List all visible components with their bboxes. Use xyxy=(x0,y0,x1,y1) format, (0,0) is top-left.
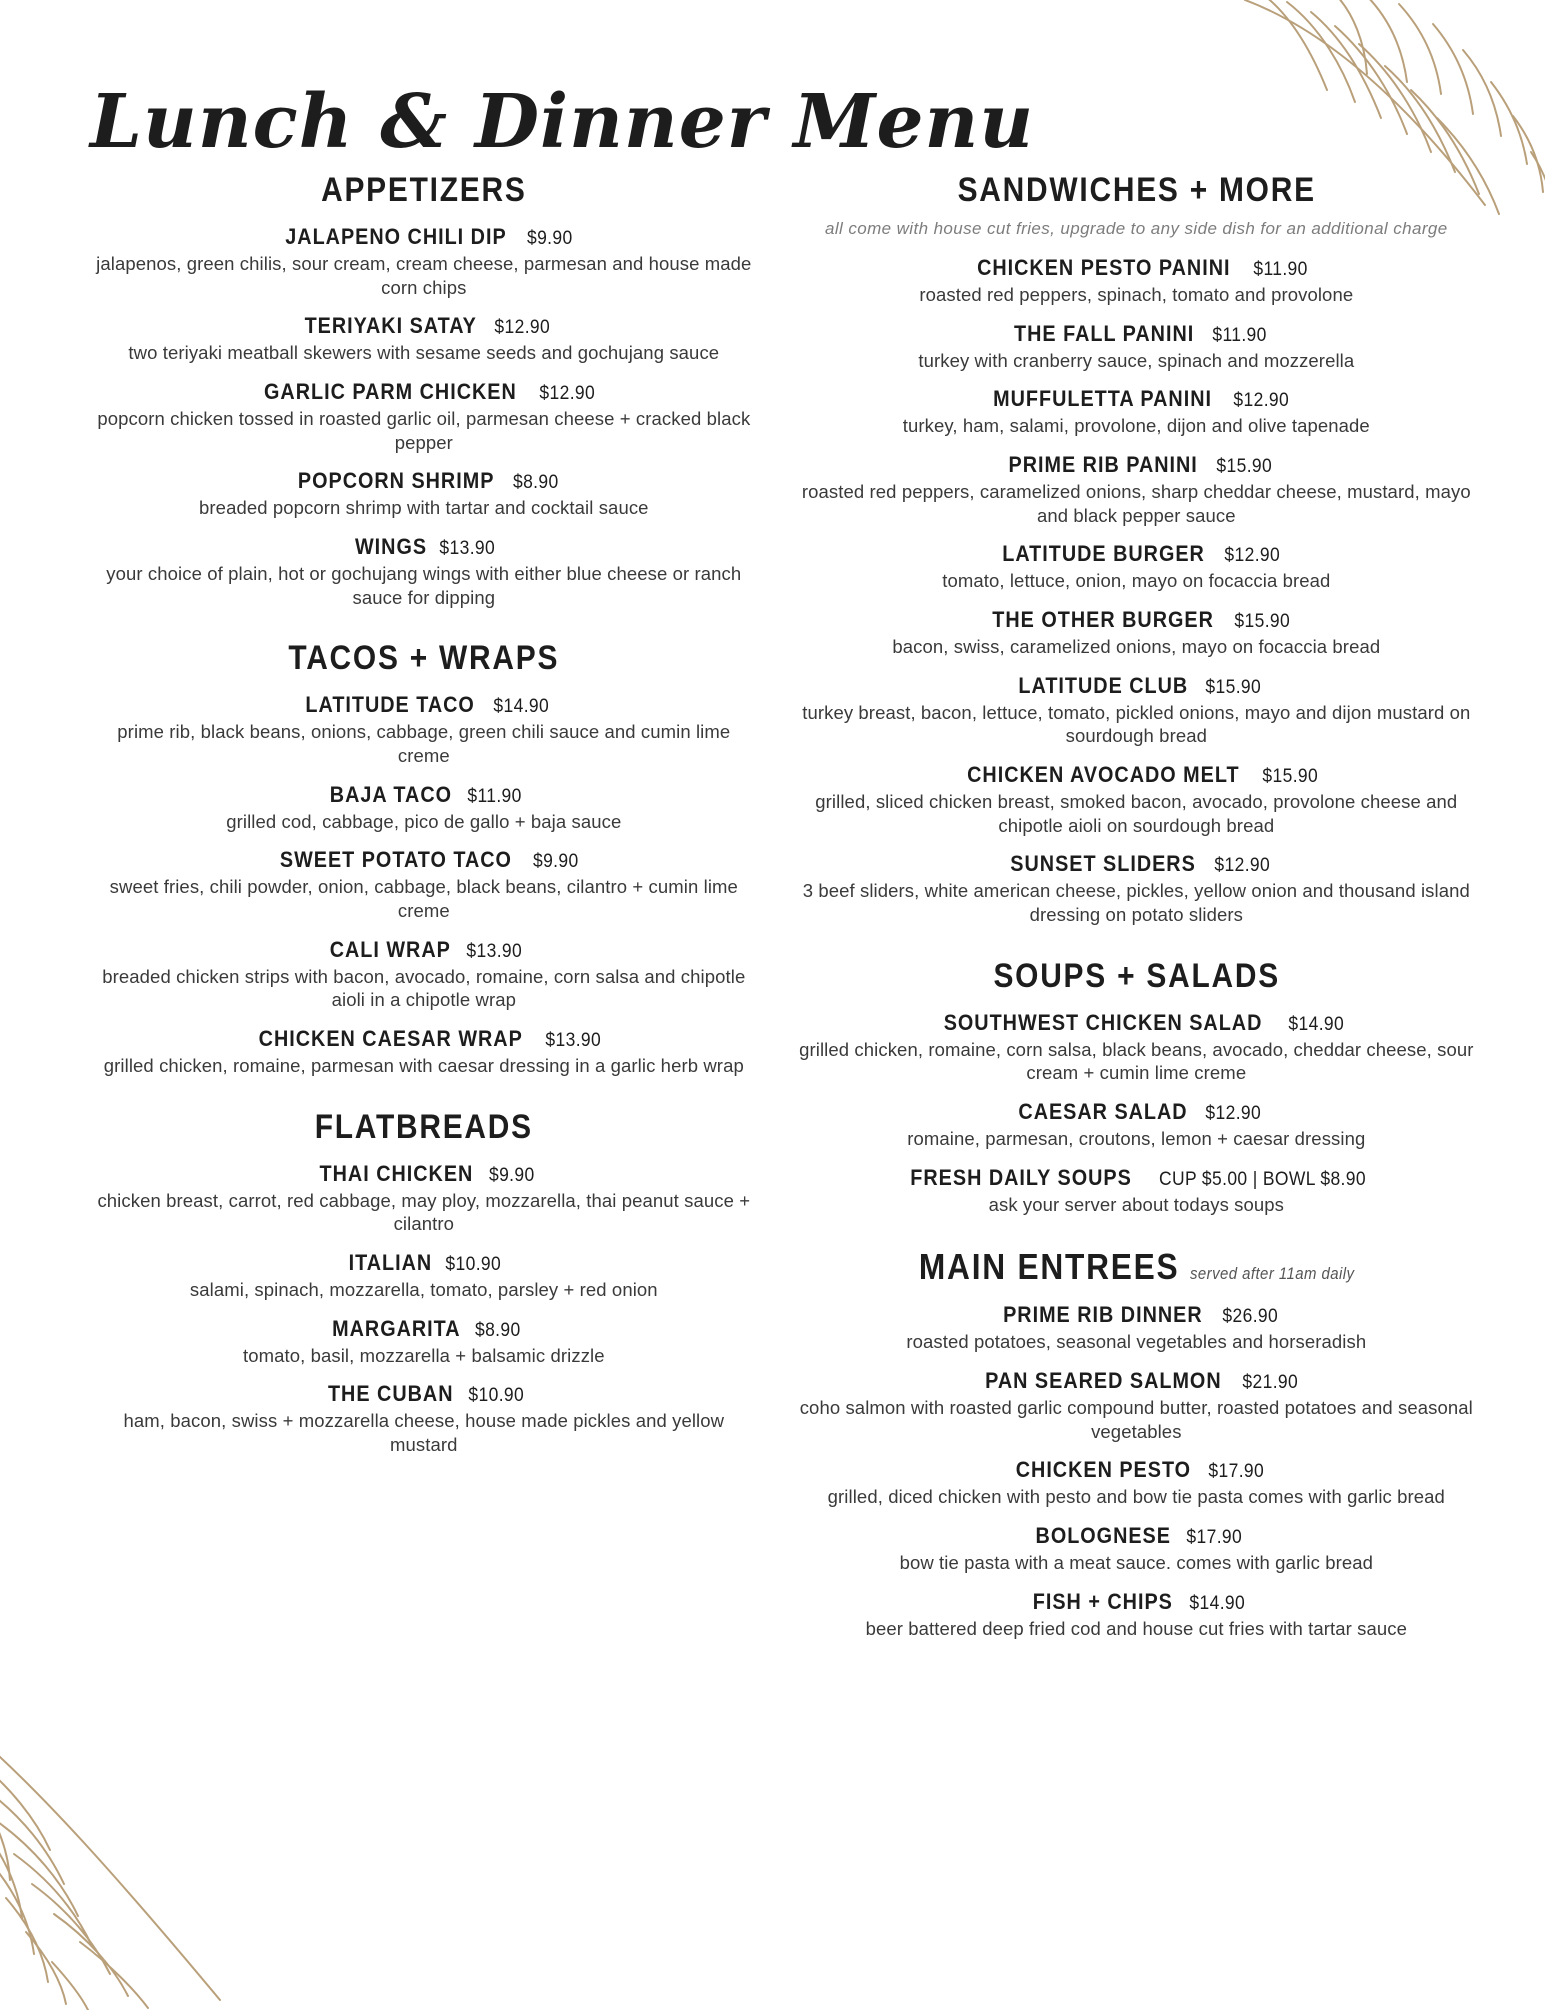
menu-item-description: two teriyaki meatball skewers with sesame seeds and gochujang sauce xyxy=(128,342,720,364)
menu-item-name: THE FALL PANINI xyxy=(1013,320,1194,346)
menu-item xyxy=(798,541,1475,593)
menu-item-name: PAN SEARED SALMON xyxy=(984,1368,1222,1394)
menu-item-description: grilled, sliced chicken breast, smoked bacon, avocado, provolone cheese and chipotle aioli on sourdough bread xyxy=(815,790,1458,836)
menu-item xyxy=(90,534,758,609)
menu-item-header xyxy=(90,379,758,405)
menu-item-price: $13.90 xyxy=(438,538,495,560)
menu-item-price: $15.90 xyxy=(1205,676,1262,698)
menu-item-price: $12.90 xyxy=(539,383,596,405)
menu-item xyxy=(90,224,758,299)
menu-item-description: turkey, ham, salami, provolone, dijon and olive tapenade xyxy=(902,415,1370,437)
menu-item-price: $11.90 xyxy=(1252,258,1308,280)
section-heading-note: served after 11am daily xyxy=(1189,1264,1355,1284)
menu-item-name: JALAPENO CHILI DIP xyxy=(285,224,507,249)
menu-item-header xyxy=(798,673,1475,699)
menu-item xyxy=(90,1026,758,1078)
menu-item-header xyxy=(798,1165,1475,1191)
menu-item-header xyxy=(798,1302,1475,1328)
menu-item-name: MUFFULETTA PANINI xyxy=(993,386,1213,412)
section-heading-sandwiches-more xyxy=(838,171,1434,210)
section-heading-label: MAIN ENTREES xyxy=(918,1246,1180,1288)
right-column xyxy=(788,141,1475,1654)
section-heading-label: APPETIZERS xyxy=(321,171,527,209)
menu-item-header xyxy=(798,851,1475,877)
menu-item-name: GARLIC PARM CHICKEN xyxy=(264,379,517,405)
menu-item-name: POPCORN SHRIMP xyxy=(297,468,495,494)
menu-item-name: CAESAR SALAD xyxy=(1018,1099,1188,1125)
menu-item-description: breaded chicken strips with bacon, avocado, romaine, corn salsa and chipotle aioli in a chipotle wrap xyxy=(102,965,746,1011)
menu-item-price: $10.90 xyxy=(445,1254,502,1276)
menu-item xyxy=(798,607,1475,659)
section-heading-main-entrees xyxy=(838,1246,1434,1288)
menu-item-header xyxy=(798,1589,1475,1615)
menu-item-price: $12.90 xyxy=(494,317,551,339)
menu-item-price: $14.90 xyxy=(493,696,549,718)
left-column xyxy=(70,141,758,1654)
section-heading-label: TACOS + WRAPS xyxy=(288,639,560,678)
menu-item-header xyxy=(798,607,1475,633)
menu-item-header xyxy=(798,1099,1475,1125)
menu-item-price: $17.90 xyxy=(1186,1527,1243,1549)
menu-item-header xyxy=(90,224,758,250)
menu-item-name: BOLOGNESE xyxy=(1035,1523,1171,1549)
menu-item-header xyxy=(798,255,1475,281)
menu-item-price: $12.90 xyxy=(1205,1103,1262,1125)
menu-item-price: $11.90 xyxy=(1212,324,1267,346)
menu-item-name: CHICKEN PESTO PANINI xyxy=(977,254,1231,280)
menu-item-description: ask your server about todays soups xyxy=(988,1193,1285,1215)
menu-item xyxy=(798,386,1475,438)
menu-item-name: CALI WRAP xyxy=(329,936,452,962)
menu-item xyxy=(798,321,1475,373)
menu-item-name: CHICKEN AVOCADO MELT xyxy=(966,761,1240,787)
menu-item-header xyxy=(798,1523,1475,1549)
menu-item-description: romaine, parmesan, croutons, lemon + caesar dressing xyxy=(907,1128,1366,1150)
menu-item xyxy=(798,1523,1475,1575)
menu-item-price: $9.90 xyxy=(532,851,579,873)
menu-item-price: $21.90 xyxy=(1242,1372,1299,1394)
section-heading-soups-salads xyxy=(838,957,1434,996)
menu-item-name: LATITUDE TACO xyxy=(305,692,476,718)
menu-item-name: THE OTHER BURGER xyxy=(992,606,1214,632)
menu-item xyxy=(90,782,758,834)
menu-item xyxy=(90,937,758,1012)
menu-item-header xyxy=(90,468,758,494)
menu-item-description: prime rib, black beans, onions, cabbage, green chili sauce and cumin lime creme xyxy=(117,721,731,767)
menu-item-description: grilled, diced chicken with pesto and bow tie pasta comes with garlic bread xyxy=(827,1486,1445,1508)
menu-item xyxy=(798,452,1475,527)
menu-item-name: MARGARITA xyxy=(331,1315,461,1341)
menu-item xyxy=(90,1381,758,1456)
menu-item-description: coho salmon with roasted garlic compound butter, roasted potatoes and seasonal vegetables xyxy=(799,1397,1473,1442)
menu-item-name: FISH + CHIPS xyxy=(1033,1588,1174,1614)
menu-item-header xyxy=(798,1457,1475,1483)
menu-item-name: SWEET POTATO TACO xyxy=(280,847,513,873)
menu-item xyxy=(798,1165,1475,1217)
section-heading-flatbreads xyxy=(130,1108,717,1147)
menu-item-name: FRESH DAILY SOUPS xyxy=(910,1164,1132,1190)
menu-item-price: $8.90 xyxy=(475,1319,521,1341)
menu-item-price: $14.90 xyxy=(1288,1013,1345,1035)
menu-item-name: BAJA TACO xyxy=(330,781,453,807)
menu-item-price: $9.90 xyxy=(489,1164,536,1186)
menu-item xyxy=(90,379,758,454)
menu-item-name: THE CUBAN xyxy=(327,1381,454,1407)
menu-item-name: SUNSET SLIDERS xyxy=(1010,851,1196,877)
menu-item-price: $26.90 xyxy=(1222,1306,1279,1328)
menu-item-description: turkey with cranberry sauce, spinach and mozzerella xyxy=(918,349,1355,371)
menu-item-description: turkey breast, bacon, lettuce, tomato, pickled onions, mayo and dijon mustard on sourdough bread xyxy=(802,701,1471,747)
menu-item-price: CUP $5.00 | BOWL $8.90 xyxy=(1158,1168,1366,1190)
menu-item xyxy=(90,468,758,520)
menu-item-price: $13.90 xyxy=(466,940,522,962)
menu-item-description: jalapenos, green chilis, sour cream, cream cheese, parmesan and house made corn chips xyxy=(96,253,752,298)
section-heading-label: SANDWICHES + MORE xyxy=(957,171,1316,209)
menu-item-name: ITALIAN xyxy=(348,1250,433,1276)
menu-item-price: $12.90 xyxy=(1233,390,1289,412)
menu-item-name: WINGS xyxy=(354,534,427,560)
menu-item xyxy=(798,673,1475,748)
menu-item-description: bow tie pasta with a meat sauce. comes with garlic bread xyxy=(899,1552,1374,1574)
section-heading-label: FLATBREADS xyxy=(314,1107,533,1146)
menu-item-name: CHICKEN PESTO xyxy=(1015,1457,1191,1483)
menu-item-description: chicken breast, carrot, red cabbage, may ploy, mozzarella, thai peanut sauce + cilantro xyxy=(97,1189,751,1235)
menu-item-description: salami, spinach, mozzarella, tomato, parsley + red onion xyxy=(189,1279,658,1301)
menu-item-price: $14.90 xyxy=(1189,1592,1245,1614)
menu-item-description: popcorn chicken tossed in roasted garlic oil, parmesan cheese + cracked black pepper xyxy=(97,408,751,453)
menu-item xyxy=(798,1368,1475,1443)
menu-item-description: tomato, basil, mozzarella + balsamic drizzle xyxy=(242,1344,605,1366)
menu-item-description: tomato, lettuce, onion, mayo on focaccia bread xyxy=(942,570,1331,592)
menu-item xyxy=(798,851,1475,926)
menu-item-header xyxy=(90,313,758,339)
section-heading-tacos-wraps xyxy=(130,639,717,678)
menu-item-header xyxy=(90,937,758,963)
menu-item-description: ham, bacon, swiss + mozzarella cheese, house made pickles and yellow mustard xyxy=(123,1410,725,1456)
menu-item-description: your choice of plain, hot or gochujang wings with either blue cheese or ranch sauce for dipping xyxy=(106,563,742,608)
menu-item-header xyxy=(90,1316,758,1342)
menu-item-price: $9.90 xyxy=(526,228,573,249)
menu-item xyxy=(798,762,1475,837)
menu-item-header xyxy=(798,762,1475,788)
menu-item-description: bacon, swiss, caramelized onions, mayo on focaccia bread xyxy=(892,635,1381,657)
menu-item-header xyxy=(90,782,758,808)
menu-item-header xyxy=(90,692,758,718)
menu-item-header xyxy=(798,452,1475,478)
menu-item-description: grilled chicken, romaine, corn salsa, black beans, avocado, cheddar cheese, sour cream + cumin lime creme xyxy=(799,1038,1474,1084)
menu-item-header xyxy=(90,534,758,560)
menu-item-header xyxy=(798,541,1475,567)
menu-item xyxy=(90,692,758,767)
section-heading-appetizers xyxy=(130,171,717,210)
menu-item xyxy=(798,1099,1475,1151)
menu-item-description: roasted red peppers, caramelized onions, sharp cheddar cheese, mustard, mayo and black pepper sauce xyxy=(801,480,1471,526)
menu-item-header xyxy=(90,1381,758,1407)
section-note: all come with house cut fries, upgrade to any side dish for an additional charge xyxy=(824,219,1448,238)
menu-item-header xyxy=(90,847,758,873)
menu-item-price: $10.90 xyxy=(468,1385,525,1407)
menu-item xyxy=(798,1302,1475,1354)
menu-item xyxy=(798,255,1475,307)
menu-item-price: $13.90 xyxy=(545,1030,602,1052)
menu-item-price: $15.90 xyxy=(1216,455,1273,477)
menu-item xyxy=(798,1010,1475,1085)
menu-item-description: roasted red peppers, spinach, tomato and provolone xyxy=(919,283,1354,305)
menu-item xyxy=(90,1161,758,1236)
menu-item-description: grilled chicken, romaine, parmesan with caesar dressing in a garlic herb wrap xyxy=(103,1055,744,1077)
menu-item-header xyxy=(90,1026,758,1052)
menu-item-description: grilled cod, cabbage, pico de gallo + baja sauce xyxy=(226,810,622,832)
menu-item-description: 3 beef sliders, white american cheese, pickles, yellow onion and thousand island dressing on potato sliders xyxy=(802,880,1470,925)
menu-item-price: $12.90 xyxy=(1214,855,1271,877)
menu-item-header xyxy=(798,386,1475,412)
menu-item-price: $8.90 xyxy=(513,472,559,494)
menu-item-price: $17.90 xyxy=(1208,1461,1265,1483)
menu-item-name: PRIME RIB PANINI xyxy=(1008,451,1198,477)
menu-item-header xyxy=(798,1010,1475,1036)
menu-item-description: roasted potatoes, seasonal vegetables and horseradish xyxy=(906,1331,1367,1353)
menu-item xyxy=(90,1250,758,1302)
menu-item-header xyxy=(798,1368,1475,1394)
menu-columns xyxy=(70,141,1475,1654)
menu-item xyxy=(798,1457,1475,1509)
menu-item-name: TERIYAKI SATAY xyxy=(304,313,477,339)
section-heading-label: SOUPS + SALADS xyxy=(993,956,1280,995)
menu-item-name: SOUTHWEST CHICKEN SALAD xyxy=(943,1009,1263,1035)
menu-item-header xyxy=(798,321,1475,347)
menu-item-name: LATITUDE CLUB xyxy=(1018,672,1188,698)
menu-item-price: $12.90 xyxy=(1224,545,1280,567)
menu-item-description: beer battered deep fried cod and house cut fries with tartar sauce xyxy=(865,1617,1407,1639)
menu-item-header xyxy=(90,1161,758,1187)
menu-item xyxy=(90,313,758,365)
menu-item xyxy=(90,847,758,922)
menu-item-description: sweet fries, chili powder, onion, cabbage, black beans, cilantro + cumin lime creme xyxy=(109,876,738,922)
menu-item-header xyxy=(90,1250,758,1276)
menu-item-name: LATITUDE BURGER xyxy=(1001,541,1205,567)
page-title: Lunch & Dinner Menu xyxy=(90,79,1035,165)
menu-item xyxy=(798,1589,1475,1641)
menu-item-name: THAI CHICKEN xyxy=(319,1160,473,1186)
menu-item-name: CHICKEN CAESAR WRAP xyxy=(258,1026,523,1052)
menu-item-price: $15.90 xyxy=(1262,765,1319,787)
menu-item-price: $15.90 xyxy=(1234,610,1291,632)
menu-item xyxy=(90,1316,758,1368)
menu-item-price: $11.90 xyxy=(467,785,522,807)
menu-item-name: PRIME RIB DINNER xyxy=(1003,1302,1203,1328)
menu-item-description: breaded popcorn shrimp with tartar and cocktail sauce xyxy=(199,497,649,519)
